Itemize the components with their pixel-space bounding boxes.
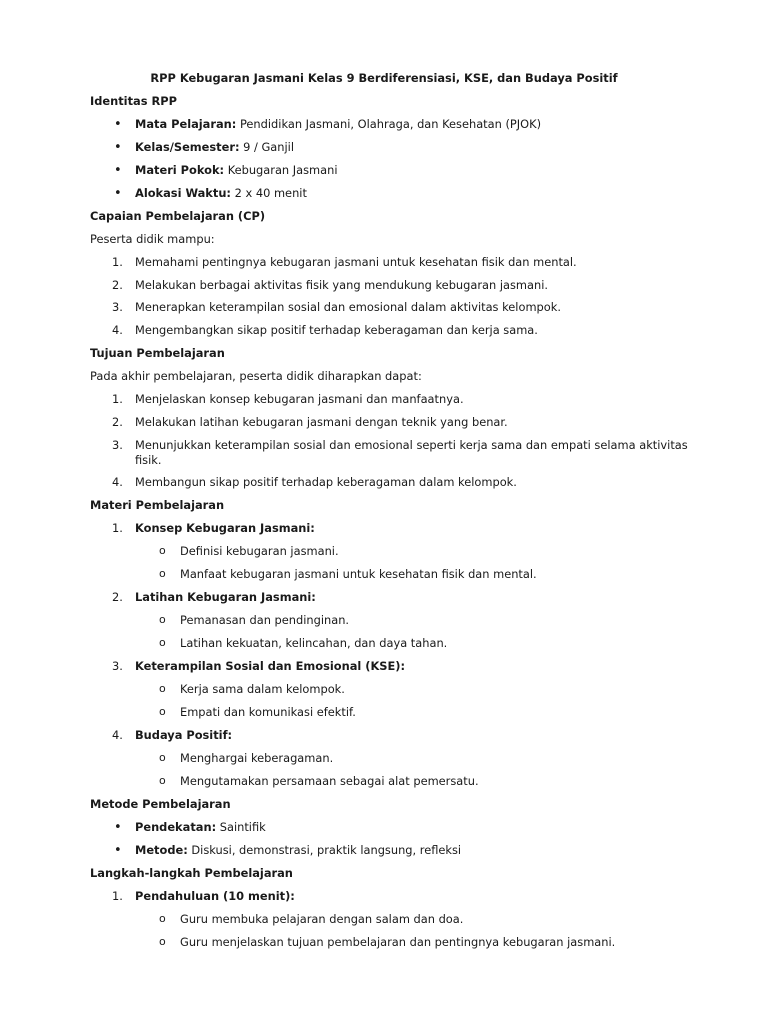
- heading-metode: Metode Pembelajaran: [90, 797, 231, 811]
- number-marker: 1.: [112, 521, 123, 535]
- materi-sub-item: Mengutamakan persamaan sebagai alat pemersatu.: [180, 774, 479, 788]
- sub-bullet-marker: o: [159, 705, 166, 718]
- materi-sub-item: Definisi kebugaran jasmani.: [180, 544, 339, 558]
- bullet-marker: •: [114, 140, 122, 155]
- materi-sub-item: Kerja sama dalam kelompok.: [180, 682, 345, 696]
- metode-item: Metode: Diskusi, demonstrasi, praktik langsung, refleksi: [135, 843, 462, 857]
- bullet-marker: •: [114, 163, 122, 178]
- materi-sub-item: Latihan kekuatan, kelincahan, dan daya tahan.: [180, 636, 448, 650]
- sub-bullet-marker: o: [159, 613, 166, 626]
- sub-bullet-marker: o: [159, 912, 166, 925]
- number-marker: 2.: [112, 415, 123, 429]
- number-marker: 3.: [112, 438, 123, 452]
- bullet-marker: •: [114, 117, 122, 132]
- sub-bullet-marker: o: [159, 567, 166, 580]
- materi-sub-item: Menghargai keberagaman.: [180, 751, 334, 765]
- identitas-item: Mata Pelajaran: Pendidikan Jasmani, Olahraga, dan Kesehatan (PJOK): [135, 117, 542, 131]
- bullet-marker: •: [114, 843, 122, 858]
- materi-sub-item: Empati dan komunikasi efektif.: [180, 705, 356, 719]
- identitas-item: Materi Pokok: Kebugaran Jasmani: [135, 163, 338, 177]
- tujuan-item: Menunjukkan keterampilan sosial dan emosional seperti kerja sama dan empati selama aktivitas: [135, 438, 688, 452]
- langkah-sub-item: Guru menjelaskan tujuan pembelajaran dan pentingnya kebugaran jasmani.: [180, 935, 616, 949]
- number-marker: 1.: [112, 889, 123, 903]
- materi-group-title: Budaya Positif:: [135, 728, 233, 742]
- capaian-intro: Peserta didik mampu:: [90, 232, 215, 246]
- number-marker: 1.: [112, 392, 123, 406]
- document-title: RPP Kebugaran Jasmani Kelas 9 Berdiferensiasi, KSE, dan Budaya Positif: [150, 71, 618, 85]
- materi-group-title: Konsep Kebugaran Jasmani:: [135, 521, 315, 535]
- bullet-marker: •: [114, 186, 122, 201]
- heading-materi: Materi Pembelajaran: [90, 498, 225, 512]
- number-marker: 2.: [112, 590, 123, 604]
- heading-tujuan: Tujuan Pembelajaran: [90, 346, 225, 360]
- tujuan-item: Membangun sikap positif terhadap keberagaman dalam kelompok.: [135, 475, 517, 489]
- identitas-item: Kelas/Semester: 9 / Ganjil: [135, 140, 294, 154]
- tujuan-item: Melakukan latihan kebugaran jasmani dengan teknik yang benar.: [135, 415, 508, 429]
- tujuan-intro: Pada akhir pembelajaran, peserta didik diharapkan dapat:: [90, 369, 422, 383]
- number-marker: 3.: [112, 659, 123, 673]
- heading-langkah: Langkah-langkah Pembelajaran: [90, 866, 293, 880]
- heading-identitas: Identitas RPP: [90, 94, 177, 108]
- number-marker: 4.: [112, 475, 123, 489]
- metode-item: Pendekatan: Saintifik: [135, 820, 266, 834]
- materi-sub-item: Manfaat kebugaran jasmani untuk kesehatan fisik dan mental.: [180, 567, 537, 581]
- number-marker: 4.: [112, 323, 123, 337]
- sub-bullet-marker: o: [159, 682, 166, 695]
- sub-bullet-marker: o: [159, 935, 166, 948]
- sub-bullet-marker: o: [159, 774, 166, 787]
- materi-sub-item: Pemanasan dan pendinginan.: [180, 613, 350, 627]
- capaian-item: Melakukan berbagai aktivitas fisik yang mendukung kebugaran jasmani.: [135, 278, 549, 292]
- sub-bullet-marker: o: [159, 751, 166, 764]
- number-marker: 2.: [112, 278, 123, 292]
- materi-group-title: Latihan Kebugaran Jasmani:: [135, 590, 316, 604]
- identitas-item: Alokasi Waktu: 2 x 40 menit: [135, 186, 307, 200]
- capaian-item: Menerapkan keterampilan sosial dan emosional dalam aktivitas kelompok.: [135, 300, 561, 314]
- number-marker: 1.: [112, 255, 123, 269]
- number-marker: 4.: [112, 728, 123, 742]
- langkah-sub-item: Guru membuka pelajaran dengan salam dan doa.: [180, 912, 464, 926]
- tujuan-item-continuation: fisik.: [135, 453, 162, 467]
- bullet-marker: •: [114, 820, 122, 835]
- heading-capaian: Capaian Pembelajaran (CP): [90, 209, 266, 223]
- sub-bullet-marker: o: [159, 544, 166, 557]
- sub-bullet-marker: o: [159, 636, 166, 649]
- langkah-group-title: Pendahuluan (10 menit):: [135, 889, 295, 903]
- materi-group-title: Keterampilan Sosial dan Emosional (KSE):: [135, 659, 406, 673]
- number-marker: 3.: [112, 300, 123, 314]
- tujuan-item: Menjelaskan konsep kebugaran jasmani dan manfaatnya.: [135, 392, 464, 406]
- capaian-item: Mengembangkan sikap positif terhadap keberagaman dan kerja sama.: [135, 323, 538, 337]
- capaian-item: Memahami pentingnya kebugaran jasmani untuk kesehatan fisik dan mental.: [135, 255, 577, 269]
